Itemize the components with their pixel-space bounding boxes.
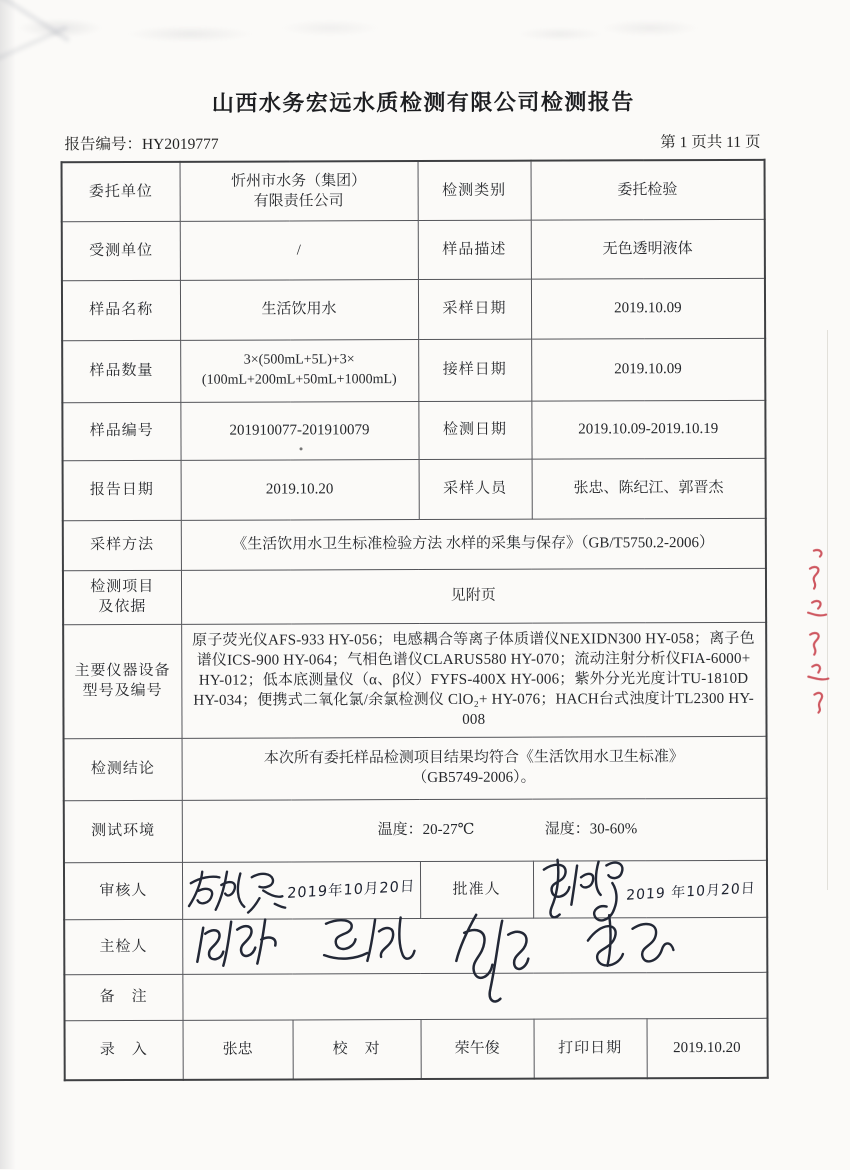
row-main-inspector xyxy=(64,917,767,974)
sample-desc-value: 无色透明液体 xyxy=(531,219,765,279)
environment-humidity: 湿度：30-60% xyxy=(544,821,638,838)
test-items-label: 检测项目 及依据 xyxy=(63,570,181,624)
report-header-line xyxy=(64,130,760,154)
report-number: 报告编号：HY2019777 xyxy=(64,135,219,154)
row-client xyxy=(62,160,765,221)
entry-label: 录 入 xyxy=(65,1020,183,1080)
test-category-label: 检测类别 xyxy=(418,161,531,220)
inspector-signature-2-icon xyxy=(316,911,424,973)
scan-dot-artifact xyxy=(300,447,303,450)
sample-no-label: 样品编号 xyxy=(62,402,180,460)
conclusion-label: 检测结论 xyxy=(64,738,182,800)
proofread-value: 荣午俊 xyxy=(421,1019,534,1079)
inspector-signature-4-icon xyxy=(576,910,678,980)
entry-value: 张忠 xyxy=(183,1019,293,1079)
row-report-date xyxy=(63,458,766,520)
row-sample-name xyxy=(62,278,765,340)
environment-label: 测试环境 xyxy=(64,800,182,862)
row-sample-qty xyxy=(62,338,765,402)
print-date-value: 2019.10.20 xyxy=(647,1018,768,1078)
sample-name-value: 生活饮用水 xyxy=(180,279,418,340)
sampling-date-value: 2019.10.09 xyxy=(531,278,765,339)
receive-date-value: 2019.10.09 xyxy=(531,338,765,401)
tested-unit-value: / xyxy=(180,220,418,280)
sample-name-label: 样品名称 xyxy=(62,280,180,340)
test-items-value: 见附页 xyxy=(181,568,766,624)
conclusion-value: 本次所有委托样品检测项目结果均符合《生活饮用水卫生标准》 （GB5749-2006）。 xyxy=(182,736,767,800)
row-test-items xyxy=(63,568,766,624)
sample-no-value: 201910077-201910079 xyxy=(180,401,418,460)
reviewer-signature-icon xyxy=(186,864,286,916)
samplers-value: 张忠、陈纪江、郭晋杰 xyxy=(532,458,766,519)
test-date-value: 2019.10.09-2019.10.19 xyxy=(531,400,765,459)
proofread-label: 校 对 xyxy=(293,1019,421,1079)
main-inspector-signatures-cell xyxy=(182,917,767,974)
approver-label: 批准人 xyxy=(420,861,533,918)
page-indicator: 第 1 页共 11 页 xyxy=(660,133,761,152)
row-conclusion xyxy=(64,736,767,800)
receive-date-label: 接样日期 xyxy=(418,339,531,401)
samplers-label: 采样人员 xyxy=(419,459,532,519)
sampling-date-label: 采样日期 xyxy=(418,279,531,339)
report-table xyxy=(61,159,769,1081)
tested-unit-label: 受测单位 xyxy=(62,221,180,280)
report-date-label: 报告日期 xyxy=(63,460,181,520)
row-environment xyxy=(64,798,767,862)
seal-stamp-fragment-icon xyxy=(800,547,831,717)
row-entry xyxy=(65,1018,768,1080)
environment-value xyxy=(182,798,767,862)
environment-temperature: 温度：20-27℃ xyxy=(377,821,475,839)
main-inspector-label: 主检人 xyxy=(64,919,182,974)
client-value: 忻州市水务（集团） 有限责任公司 xyxy=(180,161,418,221)
row-sample-no xyxy=(62,400,765,460)
test-date-label: 检测日期 xyxy=(418,401,531,459)
inspector-signature-3-icon xyxy=(450,910,550,1005)
instruments-value: 原子荧光仪AFS-933 HY-056；电感耦合等离子体质谱仪NEXIDN300 HY-058；离子色谱仪ICS-900 HY-064；气相色谱仪CLARUS580 HY-070；流动注射分析仪FIA-6000+ HY-012；低本底测量仪（α、β仪）FYFS-400X HY-006；紫外分光光度计TU-1810D HY-034；便携式二氧化氯/余氯检测仪 ClO₂+ HY-076；HACH台式浊度计TL2300 HY-008 xyxy=(181,622,766,738)
reviewer-label: 审核人 xyxy=(64,862,182,919)
row-instruments xyxy=(63,622,766,738)
sample-desc-label: 样品描述 xyxy=(418,220,531,279)
remarks-label: 备 注 xyxy=(64,974,182,1020)
sample-qty-value: 3×(500mL+5L)+3× (100mL+200mL+50mL+1000mL) xyxy=(180,339,418,402)
instruments-label: 主要仪器设备 型号及编号 xyxy=(63,624,181,738)
client-label: 委托单位 xyxy=(62,162,180,221)
inspector-signature-1-icon xyxy=(195,911,290,973)
reviewer-date-handwritten: 2019年10月20日 xyxy=(286,878,416,902)
row-sampling-method xyxy=(63,518,766,570)
page-title: 山西水务宏远水质检测有限公司检测报告 xyxy=(211,89,635,116)
sample-qty-label: 样品数量 xyxy=(62,340,180,402)
test-category-value: 委托检验 xyxy=(531,160,765,220)
sampling-method-value: 《生活饮用水卫生标准检验方法 水样的采集与保存》（GB/T5750.2-2006） xyxy=(181,518,766,570)
report-date-value: 2019.10.20 xyxy=(181,459,419,520)
row-tested-unit xyxy=(62,219,765,280)
print-date-label: 打印日期 xyxy=(534,1018,647,1078)
approver-date-handwritten: 2019 年10月20日 xyxy=(625,879,756,904)
sampling-method-label: 采样方法 xyxy=(63,520,181,570)
